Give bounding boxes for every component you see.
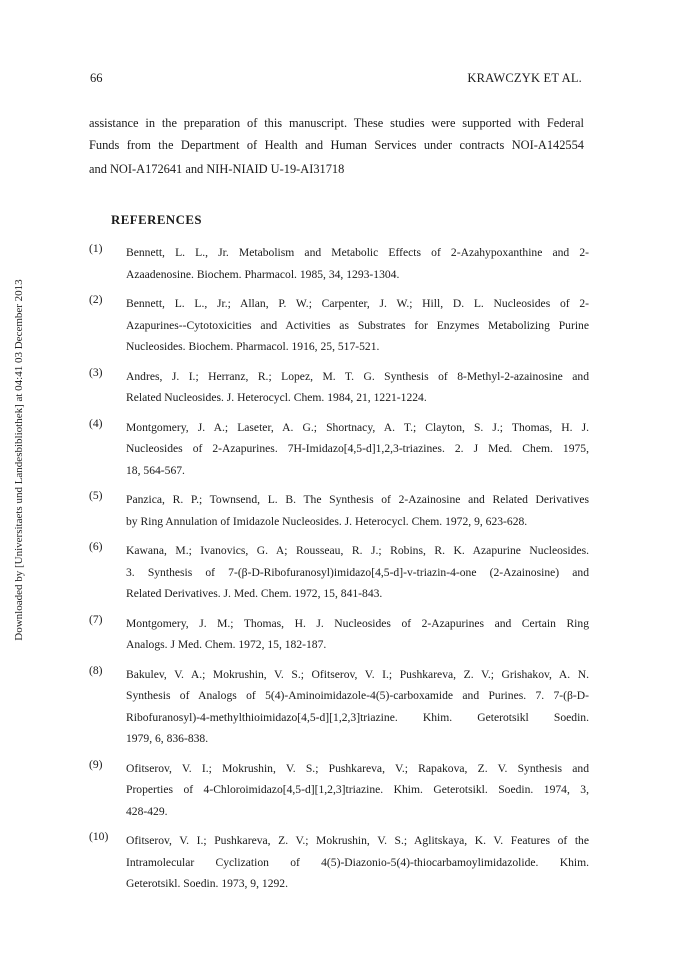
reference-number: (10) — [89, 830, 109, 843]
reference-line: Nucleosides. Biochem. Pharmacol. 1916, 25, 517-521. — [126, 340, 380, 353]
reference-line: Related Nucleosides. J. Heterocycl. Chem. 1984, 21, 1221-1224. — [126, 391, 427, 404]
reference-line: Panzica, R. P.; Townsend, L. B. The Synthesis of 2-Azainosine and Related Derivatives — [126, 493, 589, 506]
intro-paragraph — [89, 113, 584, 183]
reference-line: Nucleosides of 2-Azapurines. 7H-Imidazo[4,5-d]1,2,3-triazines. 2. J Med. Chem. 1975, — [126, 442, 589, 455]
reference-number: (7) — [89, 612, 103, 626]
reference-line: Azapurines--Cytotoxicities and Activities as Substrates for Enzymes Metabolizing Purine — [126, 318, 589, 332]
reference-line: Montgomery, J. M.; Thomas, H. J. Nucleosides of 2-Azapurines and Certain Ring — [126, 616, 589, 630]
reference-entry — [89, 366, 589, 409]
reference-line: Bennett, L. L., Jr. Metabolism and Metabolic Effects of 2-Azahypoxanthine and 2- — [126, 246, 589, 259]
reference-line: Montgomery, J. A.; Laseter, A. G.; Shortnacy, A. T.; Clayton, S. J.; Thomas, H. J. — [126, 420, 589, 434]
reference-entry — [89, 293, 589, 358]
reference-number: (4) — [89, 416, 103, 430]
reference-line: Azaadenosine. Biochem. Pharmacol. 1985, 34, 1293-1304. — [126, 267, 400, 281]
reference-entry — [89, 664, 589, 750]
reference-entry — [89, 489, 589, 532]
reference-line: Bennett, L. L., Jr.; Allan, P. W.; Carpenter, J. W.; Hill, D. L. Nucleosides of 2- — [126, 297, 589, 310]
intro-line: Funds from the Department of Health and Human Services under contracts NOI-A142554 — [89, 137, 584, 152]
reference-line: Analogs. J Med. Chem. 1972, 15, 182-187. — [126, 638, 327, 651]
intro-line: assistance in the preparation of this manuscript. These studies were supported with Federal — [89, 116, 584, 130]
reference-line: Related Derivatives. J. Med. Chem. 1972, 15, 841-843. — [126, 587, 383, 600]
reference-line: Andres, J. I.; Herranz, R.; Lopez, M. T. G. Synthesis of 8-Methyl-2-azainosine and — [126, 369, 589, 383]
reference-line: Properties of 4-Chloroimidazo[4,5-d][1,2,3]triazine. Khim. Geterotsikl. Soedin. 1974, 3, — [126, 783, 589, 796]
reference-line: 3. Synthesis of 7-(β-D-Ribofuranosyl)imidazo[4,5-d]-v-triazin-4-one (2-Azainosine) and — [126, 565, 589, 579]
reference-line: Ofitserov, V. I.; Mokrushin, V. S.; Pushkareva, V.; Rapakova, Z. V. Synthesis and — [126, 761, 589, 775]
reference-number: (1) — [89, 242, 103, 255]
reference-line: Bakulev, V. A.; Mokrushin, V. S.; Ofitserov, V. I.; Pushkareva, Z. V.; Grishakov, A. N. — [126, 667, 589, 681]
reference-line: Intramolecular Cyclization of 4(5)-Diazonio-5(4)-thiocarbamoylimidazolide. Khim. — [126, 855, 589, 869]
reference-number: (5) — [89, 489, 103, 502]
references-list — [89, 242, 589, 903]
reference-number: (8) — [89, 663, 103, 677]
reference-line: Ofitserov, V. I.; Pushkareva, Z. V.; Mokrushin, V. S.; Aglitskaya, K. V. Features of the — [126, 834, 589, 847]
references-heading: REFERENCES — [111, 213, 203, 227]
reference-number: (6) — [89, 540, 103, 553]
reference-line: by Ring Annulation of Imidazole Nucleosides. J. Heterocycl. Chem. 1972, 9, 623-628. — [126, 514, 528, 528]
running-head: KRAWCZYK ET AL. — [467, 71, 582, 85]
reference-entry — [89, 830, 589, 895]
reference-line: Geterotsikl. Soedin. 1973, 9, 1292. — [126, 877, 288, 890]
reference-number: (3) — [89, 365, 103, 379]
reference-entry — [89, 540, 589, 605]
reference-line: Kawana, M.; Ivanovics, G. A; Rousseau, R. J.; Robins, R. K. Azapurine Nucleosides. — [126, 544, 589, 557]
page-number: 66 — [90, 71, 103, 85]
download-watermark: Downloaded by [Universitaets und Landesbibliothek] at 04:41 03 December 2013 — [13, 279, 25, 641]
reference-entry — [89, 758, 589, 823]
reference-entry — [89, 417, 589, 482]
reference-line: 428-429. — [126, 804, 168, 818]
reference-entry — [89, 242, 589, 285]
reference-number: (2) — [89, 293, 103, 306]
reference-entry — [89, 613, 589, 656]
reference-line: Ribofuranosyl)-4-methylthioimidazo[4,5-d][1,2,3]triazine. Khim. Geterotsikl Soedin. — [126, 710, 589, 724]
reference-line: Synthesis of Analogs of 5(4)-Aminoimidazole-4(5)-carboxamide and Purines. 7. 7-(β-D- — [126, 689, 589, 702]
reference-number: (9) — [89, 757, 103, 771]
reference-line: 18, 564-567. — [126, 463, 185, 477]
reference-line: 1979, 6, 836-838. — [126, 732, 209, 745]
intro-line: and NOI-A172641 and NIH-NIAID U-19-AI31718 — [89, 162, 345, 176]
